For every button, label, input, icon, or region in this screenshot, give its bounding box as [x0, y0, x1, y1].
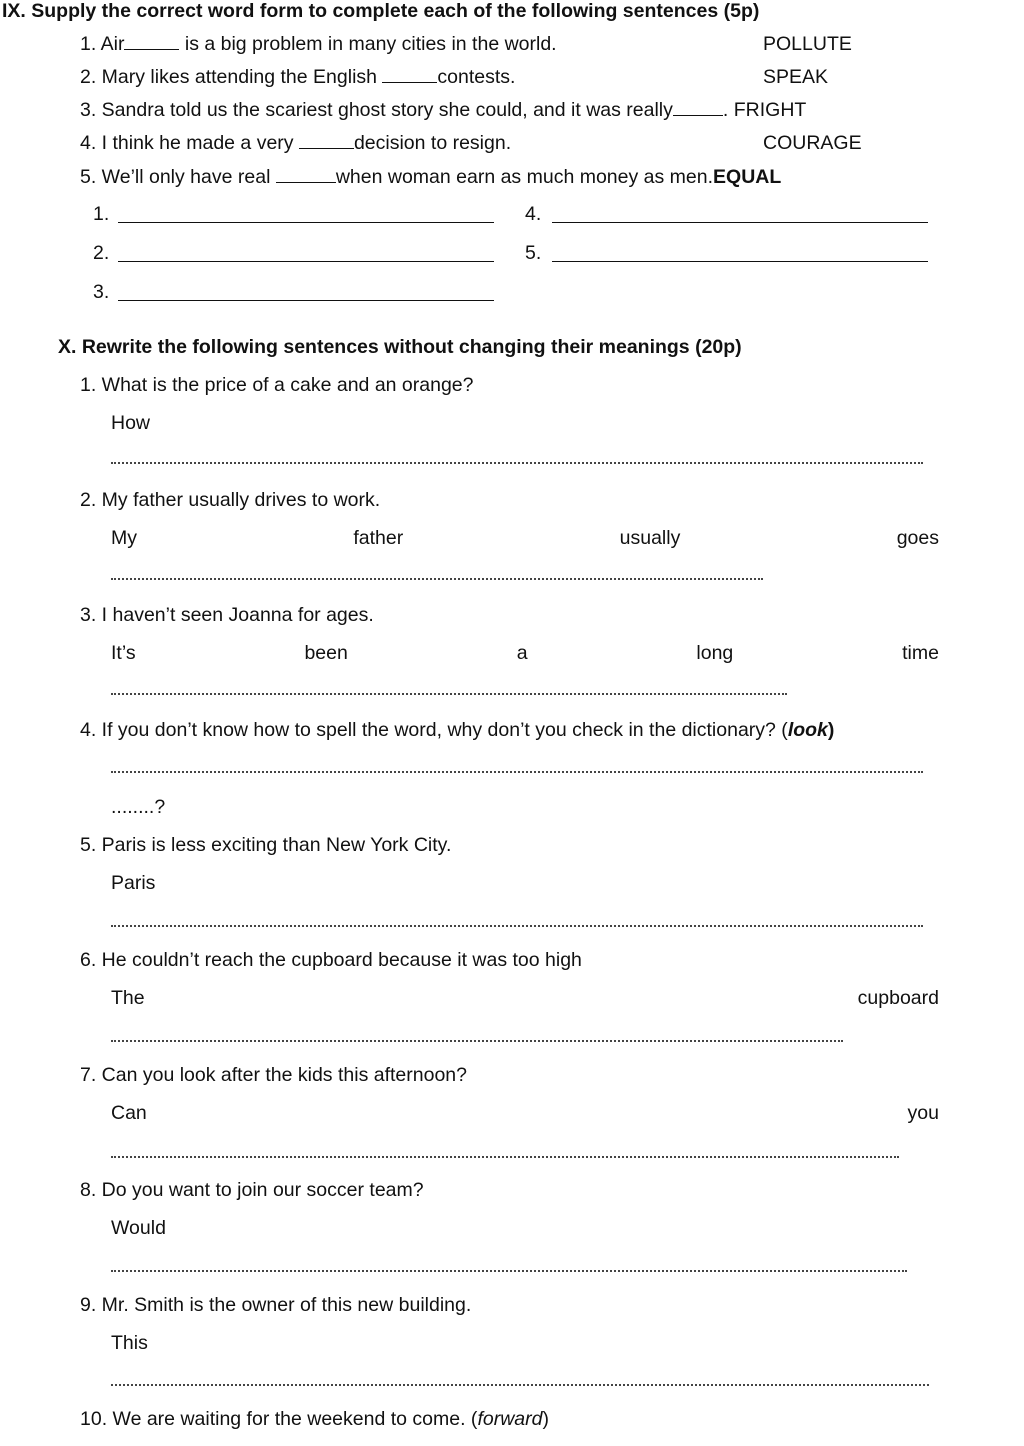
s9-item-4-post: decision to resign.: [353, 132, 512, 154]
s9-item-3-post: . FRIGHT: [722, 99, 807, 121]
s10-q3-answer-line[interactable]: [111, 693, 787, 695]
s10-q3-word: time: [902, 642, 939, 664]
s10-q1: 1. What is the price of a cake and an orange?: [80, 374, 474, 396]
s10-q1-answer-line[interactable]: [111, 462, 923, 464]
answer-line-3[interactable]: [118, 300, 494, 301]
s9-item-2-blank[interactable]: [382, 66, 437, 83]
section-10-title: X. Rewrite the following sentences without changing their meanings (20p): [58, 336, 742, 358]
s10-q10: [80, 1408, 549, 1431]
s10-q10-text: 10. We are waiting for the weekend to come. (: [80, 1408, 478, 1430]
answer-line-4[interactable]: [552, 222, 928, 223]
s9-item-5: [80, 166, 781, 189]
answer-label-2: 2.: [93, 242, 110, 264]
s10-q9-start: This: [111, 1332, 148, 1354]
s10-q3-word: been: [304, 642, 348, 664]
s10-q5: 5. Paris is less exciting than New York City.: [80, 834, 452, 856]
s10-q4-close: ): [827, 719, 835, 741]
s10-q7-word: Can: [111, 1102, 147, 1124]
s10-q3: 3. I haven’t seen Joanna for ages.: [80, 604, 374, 626]
s10-q3-start: [111, 642, 939, 665]
s10-q8-answer-line[interactable]: [111, 1270, 907, 1272]
answer-label-3: 3.: [93, 281, 110, 303]
s10-q5-start: Paris: [111, 872, 156, 894]
s9-item-4: [80, 132, 511, 155]
s9-item-4-pre: 4. I think he made a very: [80, 132, 299, 154]
section-9-title: IX. Supply the correct word form to complete each of the following sentences (5p): [2, 0, 760, 22]
s10-q3-word: It’s: [111, 642, 136, 664]
s10-q7: 7. Can you look after the kids this afternoon?: [80, 1064, 467, 1086]
s9-item-1-word: POLLUTE: [763, 33, 852, 55]
s10-q4-tail: ........?: [111, 796, 166, 818]
s10-q2-word: My: [111, 527, 137, 549]
s9-item-2-pre: 2. Mary likes attending the English: [80, 66, 383, 88]
s10-q7-answer-line[interactable]: [111, 1156, 899, 1158]
answer-line-5[interactable]: [552, 261, 928, 262]
s9-item-1-post: is a big problem in many cities in the world.: [179, 33, 557, 55]
s10-q6-answer-line[interactable]: [111, 1040, 843, 1042]
s10-q2-word: goes: [896, 527, 939, 549]
s9-item-5-word: EQUAL: [713, 166, 782, 188]
s10-q9-answer-line[interactable]: [111, 1384, 929, 1386]
s9-item-2-post: contests.: [437, 66, 516, 88]
s10-q2-answer-line[interactable]: [111, 578, 763, 580]
s10-q6: 6. He couldn’t reach the cupboard because it was too high: [80, 949, 582, 971]
s10-q3-word: long: [696, 642, 734, 664]
s9-item-3-pre: 3. Sandra told us the scariest ghost story she could, and it was really: [80, 99, 673, 121]
s10-q6-word: The: [111, 987, 145, 1009]
s10-q9: 9. Mr. Smith is the owner of this new building.: [80, 1294, 472, 1316]
s9-item-1-pre: 1. Air: [80, 33, 125, 55]
s9-item-4-blank[interactable]: [299, 132, 354, 149]
s10-q2-word: usually: [619, 527, 681, 549]
s10-q7-start: [111, 1102, 939, 1125]
s9-item-1-blank[interactable]: [124, 33, 179, 50]
s10-q4-hint: look: [787, 719, 828, 741]
s10-q1-start: How: [111, 412, 151, 434]
s10-q10-hint: forward: [477, 1408, 543, 1430]
s10-q2-start: [111, 527, 939, 550]
s9-item-2: [80, 66, 515, 89]
answer-line-1[interactable]: [118, 222, 494, 223]
s10-q2-word: father: [353, 527, 404, 549]
s9-item-5-blank[interactable]: [276, 166, 336, 183]
s9-item-4-word: COURAGE: [763, 132, 862, 154]
s10-q5-answer-line[interactable]: [111, 925, 923, 927]
s10-q4: [80, 719, 834, 742]
s10-q2: 2. My father usually drives to work.: [80, 489, 381, 511]
answer-label-5: 5.: [525, 242, 542, 264]
s9-item-5-pre: 5. We’ll only have real: [80, 166, 276, 188]
s10-q6-word: cupboard: [857, 987, 939, 1009]
s10-q4-answer-line[interactable]: [111, 771, 923, 773]
answer-label-1: 1.: [93, 203, 110, 225]
answer-line-2[interactable]: [118, 261, 494, 262]
s9-item-2-word: SPEAK: [763, 66, 829, 88]
s10-q4-text: 4. If you don’t know how to spell the word, why don’t you check in the dictionary? (: [80, 719, 788, 741]
s9-item-3: [80, 99, 806, 122]
answer-label-4: 4.: [525, 203, 542, 225]
s10-q8-start: Would: [111, 1217, 166, 1239]
s10-q10-close: ): [542, 1408, 549, 1430]
s9-item-3-blank[interactable]: [673, 99, 723, 116]
s9-item-5-post: when woman earn as much money as men.: [335, 166, 714, 188]
s9-item-1: [80, 33, 557, 56]
s10-q8: 8. Do you want to join our soccer team?: [80, 1179, 424, 1201]
s10-q6-start: [111, 987, 939, 1010]
s10-q7-word: you: [907, 1102, 939, 1124]
s10-q3-word: a: [516, 642, 528, 664]
